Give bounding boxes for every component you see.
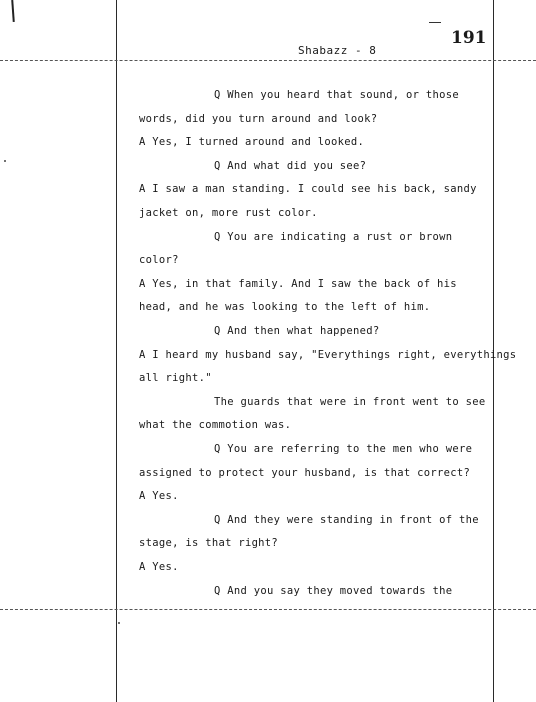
transcript-line: A Yes, I turned around and looked. [139,136,365,149]
transcript-line: A I saw a man standing. I could see his back, sandy [139,183,477,196]
page-header-title: Shabazz - 8 [298,44,377,57]
transcript-line: all right." [139,372,212,385]
transcript-line: jacket on, more rust color. [139,207,318,219]
corner-ink-mark [11,0,15,22]
transcript-line: A Yes. [139,490,179,503]
header-tick-mark [429,22,441,23]
transcript-line: Q And then what happened? [214,325,380,337]
stray-ink-dot [4,160,6,162]
footer-rule [0,609,536,610]
left-margin-rule [116,0,117,702]
transcript-line: words, did you turn around and look? [139,112,378,125]
transcript-line: stage, is that right? [139,537,279,550]
header-rule [0,60,536,61]
stray-ink-dot [118,622,120,624]
page-number: 191 [451,28,487,48]
transcript-line: what the commotion was. [139,419,292,432]
transcript-line: color? [139,254,179,267]
transcript-line: The guards that were in front went to see [214,395,486,408]
transcript-line: A Yes, in that family. And I saw the back of his [139,277,457,290]
transcript-line: Q You are referring to the men who were [214,443,473,455]
transcript-line: Q And they were standing in front of the [214,513,479,526]
transcript-line: A I heard my husband say, "Everythings right, everythings [139,348,517,361]
transcript-line: Q And you say they moved towards the [214,584,453,597]
transcript-line: assigned to protect your husband, is that correct? [139,466,471,479]
transcript-line: Q And what did you see? [214,159,367,172]
transcript-line: Q When you heard that sound, or those [214,89,459,101]
transcript-line: head, and he was looking to the left of him. [139,301,431,314]
transcript-line: Q You are indicating a rust or brown [214,230,453,243]
transcript-line: A Yes. [139,561,179,573]
